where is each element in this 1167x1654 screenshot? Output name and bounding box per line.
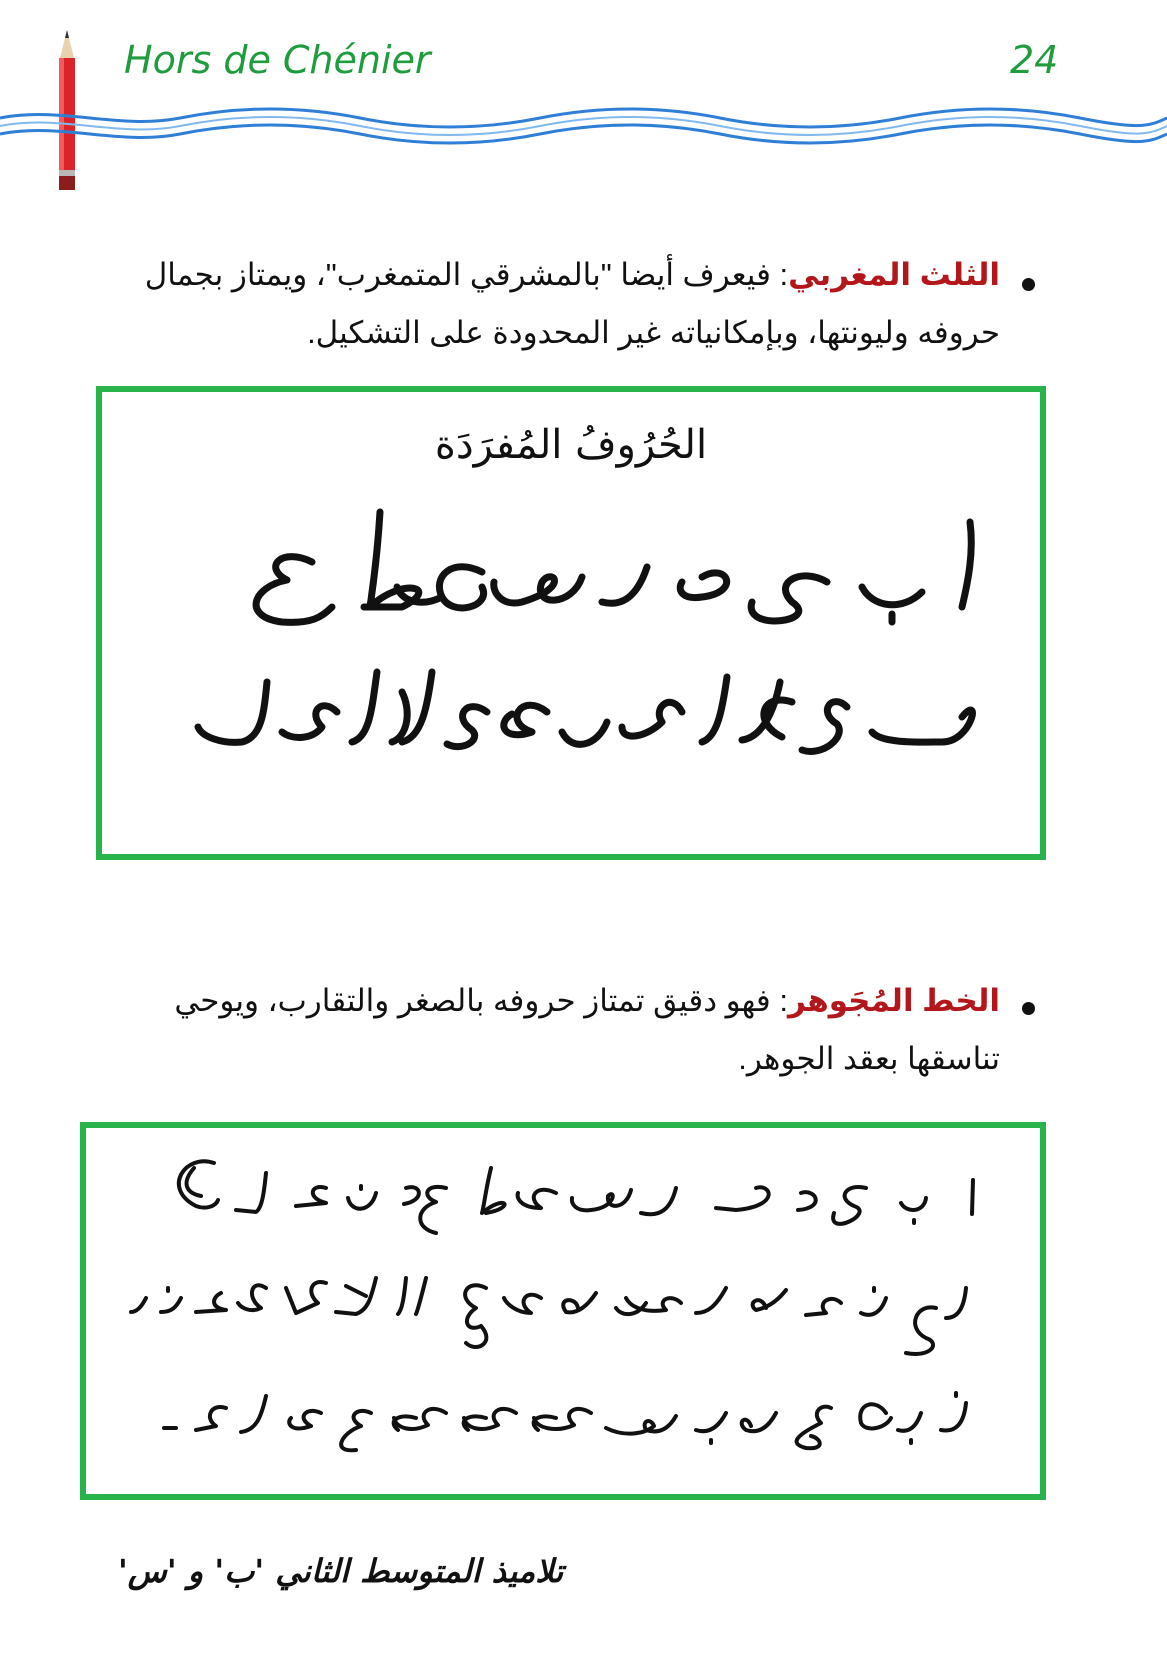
section1-text: : فيعرف أيضا "بالمشرقي المتمغرب"، ويمتاز بجمال حروفه وليونتها، وبإمكانياته غير المحدودة على التشكيل. (144, 257, 1000, 350)
page-number: 24 (1010, 38, 1059, 82)
header-title: Hors de Chénier (124, 38, 431, 82)
section1-term: الثلث المغربي (788, 257, 1000, 292)
figure1-heading: الحُرُوفُ المُفرَدَة (434, 422, 708, 468)
section2-text: : فهو دقيق تمتاز حروفه بالصغر والتقارب، ويوحي تناسقها بعقد الجوهر. (174, 983, 1000, 1076)
bullet-icon (1022, 278, 1035, 291)
header-wave-divider (0, 96, 1167, 156)
maghribi-thuluth-figure (96, 386, 1046, 860)
section2-term: الخط المُجَوهر (787, 983, 1000, 1018)
section2-paragraph (130, 972, 1000, 1088)
maghribi-letters-illustration (102, 392, 1040, 854)
mujawhar-figure (80, 1122, 1046, 1500)
bullet-icon (1022, 1002, 1035, 1015)
mujawhar-letters-illustration (86, 1128, 1040, 1494)
section1-paragraph (100, 246, 1000, 362)
footer-caption: تلاميذ المتوسط الثاني 'ب' و 'س' (118, 1552, 564, 1590)
